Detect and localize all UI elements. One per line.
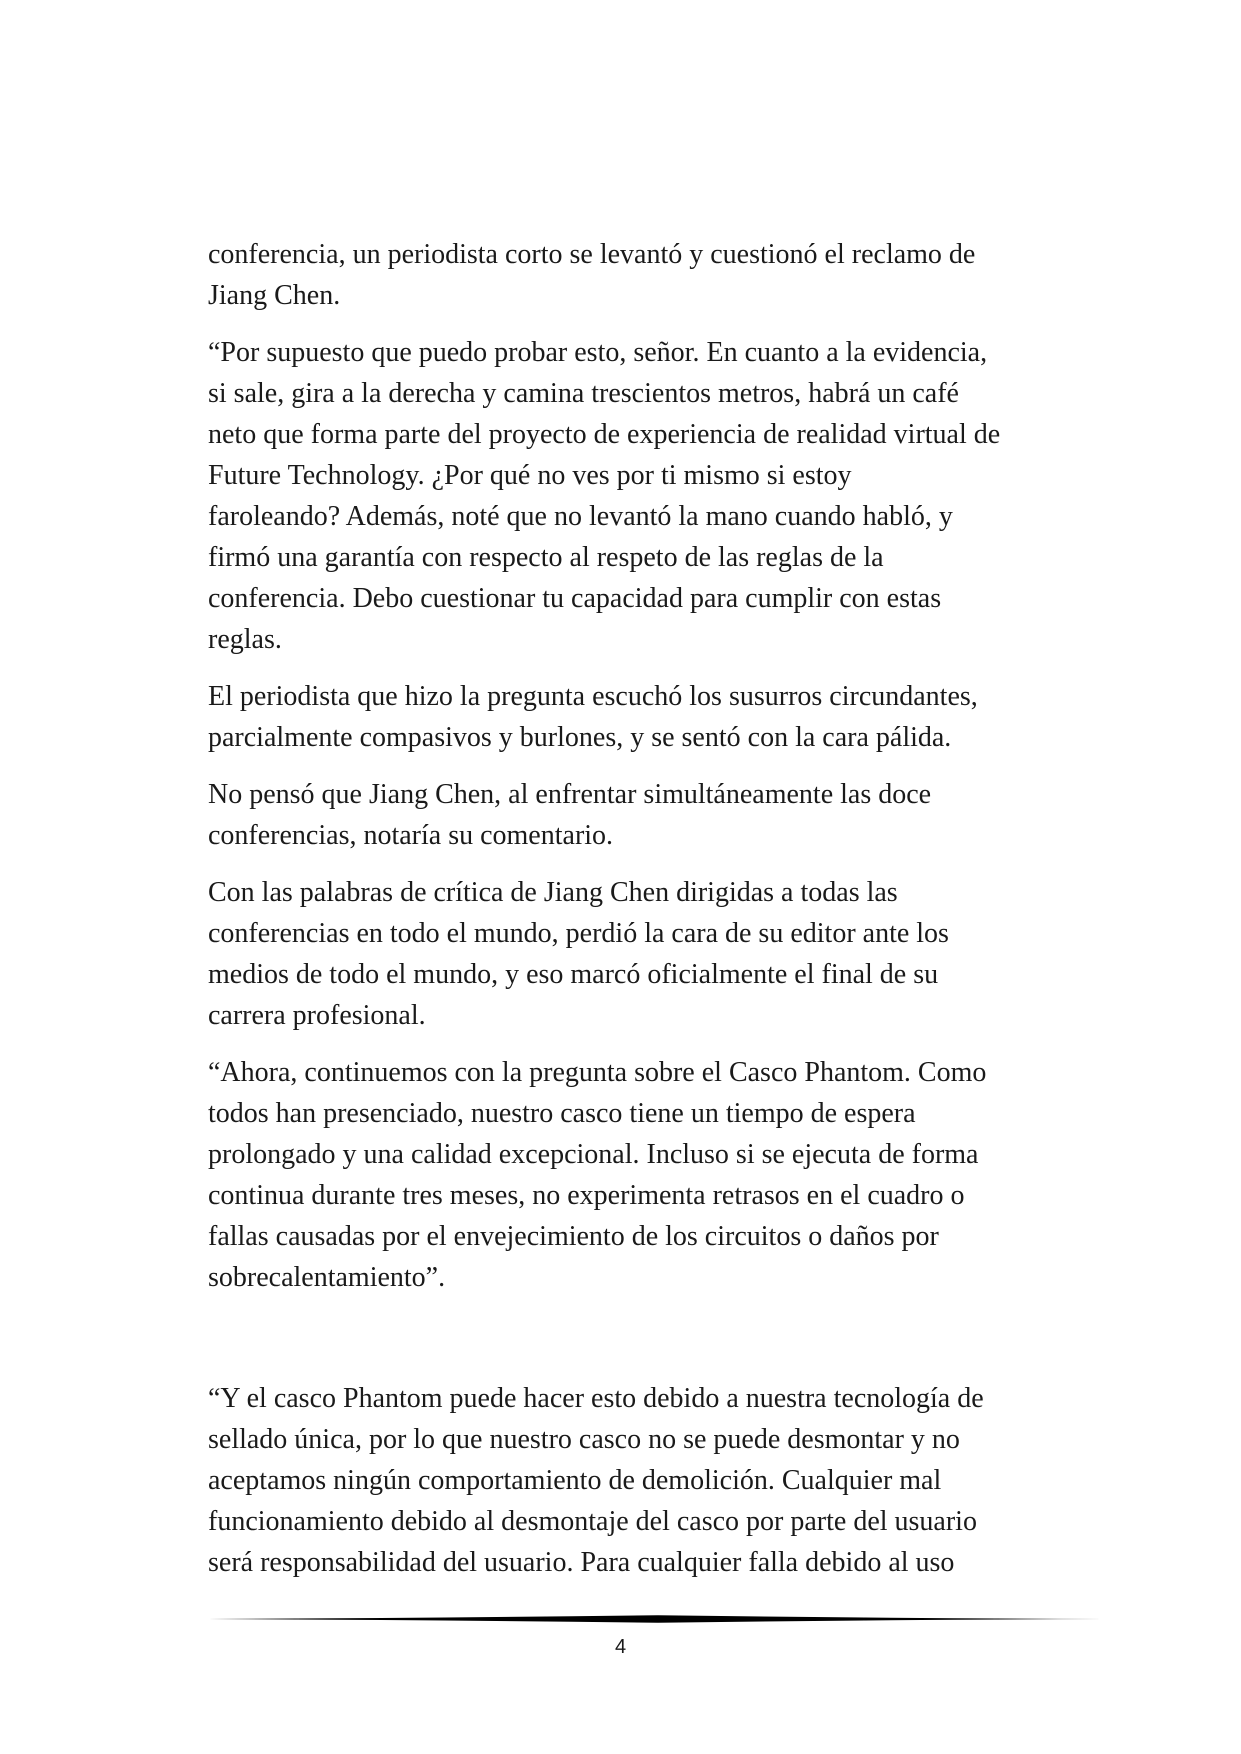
text-line: aceptamos ningún comportamiento de demolición. Cualquier mal bbox=[208, 1465, 942, 1496]
text-line: firmó una garantía con respecto al respeto de las reglas de la bbox=[208, 542, 884, 573]
text-line: conferencias, notaría su comentario. bbox=[208, 820, 614, 851]
footer-divider bbox=[208, 1614, 1103, 1624]
text-line: Future Technology. ¿Por qué no ves por ti mismo si estoy bbox=[208, 460, 852, 491]
footer-divider-swash bbox=[208, 1615, 1103, 1623]
text-line: prolongado y una calidad excepcional. Incluso si se ejecuta de forma bbox=[208, 1139, 979, 1170]
text-line: “Ahora, continuemos con la pregunta sobre el Casco Phantom. Como bbox=[208, 1057, 987, 1088]
text-line: No pensó que Jiang Chen, al enfrentar simultáneamente las doce bbox=[208, 779, 932, 810]
paragraph bbox=[208, 234, 1088, 316]
text-line: será responsabilidad del usuario. Para cualquier falla debido al uso bbox=[208, 1547, 955, 1578]
text-line: todos han presenciado, nuestro casco tiene un tiempo de espera bbox=[208, 1098, 916, 1129]
text-line: faroleando? Además, noté que no levantó la mano cuando habló, y bbox=[208, 501, 953, 532]
text-line: neto que forma parte del proyecto de experiencia de realidad virtual de bbox=[208, 419, 1001, 450]
text-line: El periodista que hizo la pregunta escuchó los susurros circundantes, bbox=[208, 681, 978, 712]
text-line: fallas causadas por el envejecimiento de los circuitos o daños por bbox=[208, 1221, 939, 1252]
text-line: “Y el casco Phantom puede hacer esto debido a nuestra tecnología de bbox=[208, 1383, 984, 1414]
page-number: 4 bbox=[614, 1636, 627, 1658]
text-line: conferencias en todo el mundo, perdió la cara de su editor ante los bbox=[208, 918, 949, 949]
text-line: reglas. bbox=[208, 624, 282, 655]
text-line: sellado única, por lo que nuestro casco no se puede desmontar y no bbox=[208, 1424, 960, 1455]
text-line: conferencia, un periodista corto se levantó y cuestionó el reclamo de bbox=[208, 239, 976, 270]
text-line: conferencia. Debo cuestionar tu capacidad para cumplir con estas bbox=[208, 583, 942, 614]
text-line: Con las palabras de crítica de Jiang Chen dirigidas a todas las bbox=[208, 877, 898, 908]
text-line: carrera profesional. bbox=[208, 1000, 426, 1031]
text-line: continua durante tres meses, no experimenta retrasos en el cuadro o bbox=[208, 1180, 965, 1211]
paragraph bbox=[208, 774, 1088, 856]
paragraph bbox=[208, 872, 1088, 1036]
text-line: funcionamiento debido al desmontaje del casco por parte del usuario bbox=[208, 1506, 977, 1537]
paragraph bbox=[208, 676, 1088, 758]
body-text bbox=[208, 234, 1088, 1599]
paragraph bbox=[208, 1052, 1088, 1298]
paragraph bbox=[208, 332, 1088, 660]
paragraph bbox=[208, 1378, 1088, 1583]
text-line: Jiang Chen. bbox=[208, 280, 341, 311]
text-line: “Por supuesto que puedo probar esto, señor. En cuanto a la evidencia, bbox=[208, 337, 988, 368]
text-line: sobrecalentamiento”. bbox=[208, 1262, 446, 1293]
text-line: si sale, gira a la derecha y camina trescientos metros, habrá un café bbox=[208, 378, 959, 409]
text-line: parcialmente compasivos y burlones, y se sentó con la cara pálida. bbox=[208, 722, 952, 753]
text-line: medios de todo el mundo, y eso marcó oficialmente el final de su bbox=[208, 959, 939, 990]
